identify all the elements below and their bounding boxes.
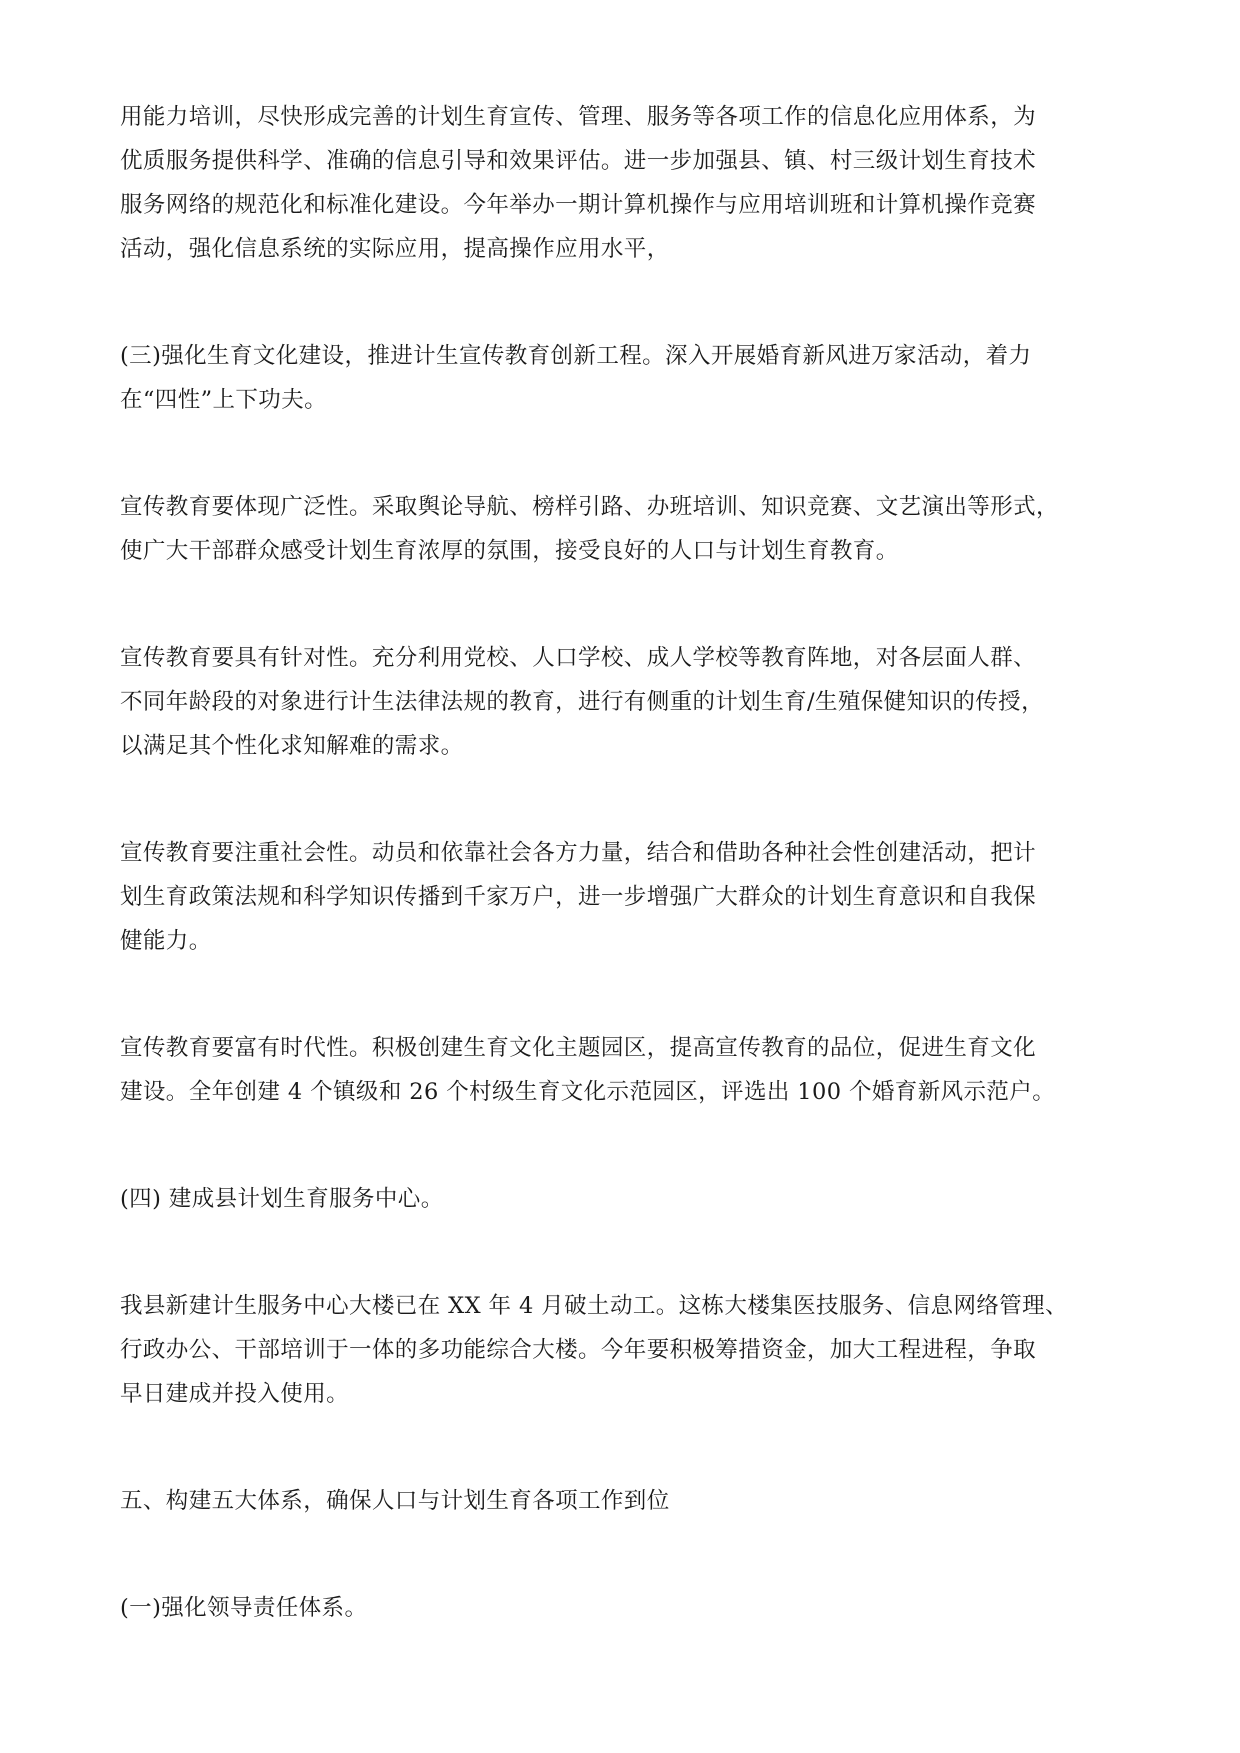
- paragraph-section-three-heading: [120, 334, 1125, 422]
- paragraph-broadness: [120, 485, 1125, 573]
- text-line: 活动，强化信息系统的实际应用，提高操作应用水平，: [120, 236, 670, 262]
- text-line: 使广大干部群众感受计划生育浓厚的氛围，接受良好的人口与计划生育教育。: [120, 538, 899, 564]
- text-line: (四) 建成县计划生育服务中心。: [120, 1186, 444, 1212]
- paragraph-gap: [120, 1114, 1125, 1177]
- text-line: 我县新建计生服务中心大楼已在 XX 年 4 月破土动工。这栋大楼集医技服务、信息网络管理、: [120, 1293, 1068, 1319]
- text-line: 早日建成并投入使用。: [120, 1381, 350, 1407]
- paragraph-gap: [120, 1221, 1125, 1284]
- paragraph-info-system: [120, 95, 1125, 271]
- paragraph-section-four-heading: [120, 1177, 1125, 1221]
- paragraph-gap: [120, 422, 1125, 485]
- text-line: 行政办公、干部培训于一体的多功能综合大楼。今年要积极筹措资金，加大工程进程，争取: [120, 1337, 1037, 1363]
- text-line: 健能力。: [120, 928, 212, 954]
- paragraph-service-center: [120, 1284, 1125, 1416]
- text-line: 不同年龄段的对象进行计生法律法规的教育，进行有侧重的计划生育/生殖保健知识的传授，: [120, 689, 1044, 715]
- text-line: 以满足其个性化求知解难的需求。: [120, 733, 464, 759]
- paragraph-gap: [120, 1523, 1125, 1586]
- text-line: 五、构建五大体系，确保人口与计划生育各项工作到位: [120, 1488, 670, 1514]
- text-line: 宣传教育要注重社会性。动员和依靠社会各方力量，结合和借助各种社会性创建活动，把计: [120, 840, 1037, 866]
- paragraph-targeting: [120, 636, 1125, 768]
- document-page: [120, 95, 1125, 1630]
- text-line: 划生育政策法规和科学知识传播到千家万户，进一步增强广大群众的计划生育意识和自我保: [120, 884, 1037, 910]
- paragraph-gap: [120, 963, 1125, 1026]
- paragraph-gap: [120, 1416, 1125, 1479]
- paragraph-gap: [120, 271, 1125, 334]
- paragraph-sociality: [120, 831, 1125, 963]
- text-line: 宣传教育要富有时代性。积极创建生育文化主题园区，提高宣传教育的品位，促进生育文化: [120, 1035, 1037, 1061]
- paragraph-subsection-one-heading: [120, 1586, 1125, 1630]
- text-line: 在“四性”上下功夫。: [120, 387, 328, 413]
- text-line: 服务网络的规范化和标准化建设。今年举办一期计算机操作与应用培训班和计算机操作竞赛: [120, 192, 1037, 218]
- paragraph-gap: [120, 768, 1125, 831]
- text-line: (三)强化生育文化建设，推进计生宣传教育创新工程。深入开展婚育新风进万家活动，着力: [120, 343, 1032, 369]
- text-line: 优质服务提供科学、准确的信息引导和效果评估。进一步加强县、镇、村三级计划生育技术: [120, 148, 1037, 174]
- text-line: 宣传教育要体现广泛性。采取舆论导航、榜样引路、办班培训、知识竞赛、文艺演出等形式，: [120, 494, 1059, 520]
- text-line: (一)强化领导责任体系。: [120, 1595, 368, 1621]
- paragraph-gap: [120, 573, 1125, 636]
- text-line: 用能力培训，尽快形成完善的计划生育宣传、管理、服务等各项工作的信息化应用体系，为: [120, 104, 1037, 130]
- paragraph-modernity: [120, 1026, 1125, 1114]
- text-line: 建设。全年创建 4 个镇级和 26 个村级生育文化示范园区，评选出 100 个婚育新风示范户。: [120, 1079, 1056, 1105]
- text-line: 宣传教育要具有针对性。充分利用党校、人口学校、成人学校等教育阵地，对各层面人群、: [120, 645, 1037, 671]
- paragraph-chapter-five-heading: [120, 1479, 1125, 1523]
